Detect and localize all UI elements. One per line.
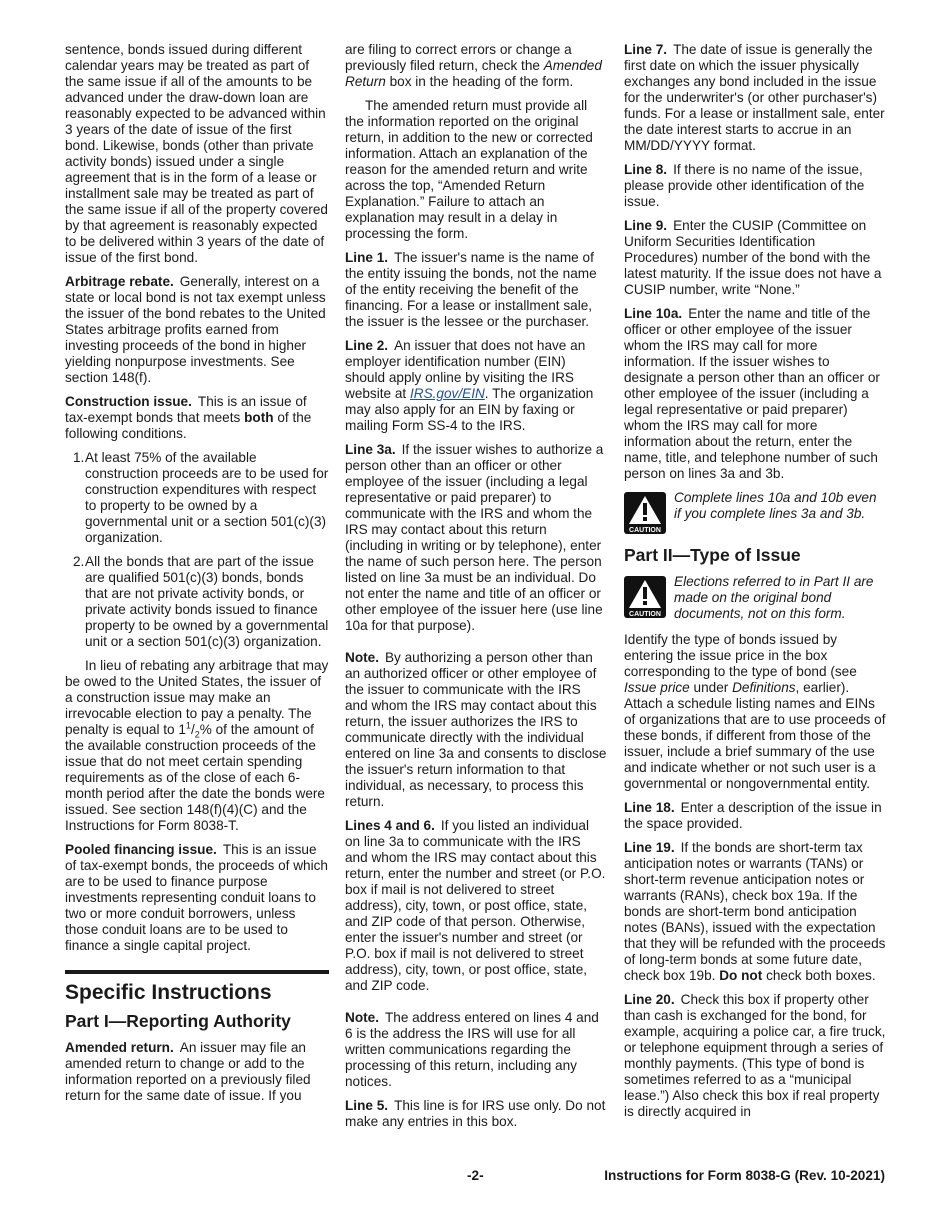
caution-text: Complete lines 10a and 10b even if you complete lines 3a and 3b. (674, 490, 877, 521)
list-item-text: All the bonds that are part of the issue are qualified 501(c)(3) bonds, bonds that are not private activity bonds, or private activity bonds issued to finance property to be owned by a governmental unit or a section 501(c)(3) organization. (85, 554, 329, 649)
line-2-text: An issuer that does not have an employer identification number (EIN) should apply online by visiting the IRS website at (345, 338, 586, 401)
term-note: Note. (345, 1010, 379, 1025)
term-lines-4-and-6: Lines 4 and 6. (345, 818, 435, 833)
paragraph-line-5 (345, 1098, 607, 1130)
caution-label: CAUTION (629, 611, 661, 618)
amended-cont-text-end: box in the heading of the form. (389, 74, 574, 89)
column-left (65, 42, 329, 1112)
line-19-text: If the bonds are short-term tax anticipation notes or warrants (TANs) or short-term revenue anticipation notes or warrants (RANs), check box 19a. If the bonds are short-term bond anticipation notes (BANs), issued with the expectation that they will be refunded with the proceeds of long-term bonds at some future date, check box 19b. (624, 840, 886, 983)
term-construction-issue: Construction issue. (65, 394, 192, 409)
term-line-20: Line 20. (624, 992, 675, 1007)
paragraph-line-19 (624, 840, 886, 984)
penalty-text: In lieu of rebating any arbitrage that may be owed to the United States, the issuer of a construction issue may make an irrevocable election to pay a penalty. The penalty is equal to 1 (65, 658, 329, 737)
construction-issue-text: This is an issue of tax-exempt bonds that meets (65, 394, 307, 425)
line-10a-text: Enter the name and title of the officer or other employee of the issuer whom the IRS may call for more information. If the issuer wishes to designate a person other than an officer or other employee of the issuer (including a legal representative or paid preparer) whom the IRS may call for more information about the return, enter the name, title, and telephone number of such person on lines 3a and 3b. (624, 306, 880, 481)
line-5-text: This line is for IRS use only. Do not make any entries in this box. (345, 1098, 606, 1129)
paragraph-amended-continuation (345, 42, 607, 90)
note-address-text: The address entered on lines 4 and 6 is the address the IRS will use for all written communications regarding the processing of this return, including any notices. (345, 1010, 599, 1089)
arbitrage-rebate-text: Generally, interest on a state or local bond is not tax exempt unless the issuer of the bond rebates to the United States arbitrage profits earned from investing proceeds of the bond in higher yielding nonpurpose investments. See section 148(f). (65, 274, 326, 385)
line-8-text: If there is no name of the issue, please provide other identification of the issue. (624, 162, 865, 209)
paragraph-line-2 (345, 338, 607, 434)
paragraph-line-8 (624, 162, 886, 210)
caution-note (624, 574, 886, 622)
list-item-text: At least 75% of the available construction proceeds are to be used for construction expenditures with respect to property to be owned by a governmental unit or a section 501(c)(3) organization. (85, 450, 329, 545)
identify-text-mid: under (693, 680, 729, 695)
term-line-1: Line 1. (345, 250, 389, 265)
list-number: 1. (73, 450, 85, 465)
heading-part-2: Part II—Type of Issue (624, 545, 801, 565)
identify-text-end: , earlier). Attach a schedule listing names and EINs of organizations that are to use proceeds of these bonds, if different from those of the issuer, include a brief summary of the use and indicate whether or not such user is a governmental or nongovernmental entity. (624, 680, 886, 791)
paragraph-amended-requirements: The amended return must provide all the information reported on the original return, in addition to the new or corrected information. Attach an explanation of the reason for the amended return and write across the top, “Amended Return Explanation.” Failure to attach an explanation may result in a delay in processing the form. (345, 98, 593, 241)
line-2-text-end: . The organization may also apply for an EIN by faxing or mailing Form SS-4 to the IRS. (345, 386, 594, 433)
identify-text: Identify the type of bonds issued by entering the issue price in the box corresponding to the type of bond (see (624, 632, 857, 679)
list-number: 2. (73, 554, 85, 569)
emphasis-do-not: Do not (719, 968, 763, 983)
line-7-text: The date of issue is generally the first date on which the issuer physically exchanges any bond included in the issue for the underwriter's (or other purchaser's) funds. For a lease or installment sale, enter the date interest starts to accrue in an MM/DD/YYYY format. (624, 42, 885, 153)
line-20-text: Check this box if property other than cash is exchanged for the bond, for example, acquiring a police car, a fire truck, or telephone equipment through a series of monthly payments. (This type of bond is sometimes referred to as a “municipal lease.”) Also check this box if real property is directly acquired in (624, 992, 886, 1119)
column-right (624, 42, 886, 1128)
paragraph-line-9 (624, 218, 886, 298)
penalty-text-end: % of the amount of the available construction proceeds of the issue that do not meet certain spending requirements as of the close of each 6-month period after the date the bonds were issued. See section 148(f)(4)(C) and the Instructions for Form 8038-T. (65, 722, 325, 833)
line-9-text: Enter the CUSIP (Committee on Uniform Securities Identification Procedures) number of the bond with the latest maturity. If the issue does not have a CUSIP number, write “None.” (624, 218, 882, 297)
paragraph-amended-return (65, 1040, 329, 1104)
section-divider (65, 970, 329, 974)
paragraph-line-7 (624, 42, 886, 154)
term-note: Note. (345, 650, 379, 665)
paragraph-lines-4-and-6 (345, 818, 607, 994)
pooled-financing-text: This is an issue of tax-exempt bonds, the proceeds of which are to be used to finance purpose investments representing conduit loans to two or more conduit borrowers, unless those conduit loans are to be used to finance a single capital project. (65, 842, 328, 953)
term-line-2: Line 2. (345, 338, 389, 353)
heading-part-1: Part I—Reporting Authority (65, 1011, 291, 1031)
term-line-5: Line 5. (345, 1098, 389, 1113)
caution-text: Elections referred to in Part II are made on the original bond documents, not on this form. (674, 574, 874, 621)
line-1-text: The issuer's name is the name of the entity issuing the bonds, not the name of the entity receiving the benefit of the financing. For a lease or installment sale, the issuer is the lessee or the purchaser. (345, 250, 597, 329)
paragraph-penalty: In lieu of rebating any arbitrage that may be owed to the United States, the issuer of a construction issue may make an irrevocable election to pay a penalty. The penalty is equal to $1^1/_2\%$ of the amount of the available construction proceeds of the issue that do not meet certain spending requirements as of the close of each 6-month period after the date the bonds were issued. See section 148(f)(4)(C) and the Instructions for Form 8038-T. (65, 658, 329, 833)
irs-ein-link[interactable]: IRS.gov/EIN (410, 386, 485, 401)
amended-cont-text: are filing to correct errors or change a previously filed return, check the (345, 42, 572, 73)
term-line-18: Line 18. (624, 800, 675, 815)
lines-4-and-6-text: If you listed an individual on line 3a to communicate with the IRS and whom the IRS may contact about this return, enter the number and street (or P.O. box if mail is not delivered to street address), city, town, or post office, state, and ZIP code of that person. Otherwise, enter the issuer's number and street (or P.O. box if mail is not delivered to street address), city, town, or post office, state, and ZIP code. (345, 818, 606, 993)
paragraph-note-authorization (345, 650, 607, 810)
paragraph-line-20 (624, 992, 886, 1120)
term-amended-return: Amended return. (65, 1040, 174, 1055)
term-line-19: Line 19. (624, 840, 675, 855)
emphasis-issue-price: Issue price (624, 680, 690, 695)
conditions-list (65, 450, 329, 650)
line-3a-text: If the issuer wishes to authorize a person other than an officer or other employee of the issuer (including a legal representative or paid preparer) to communicate with the IRS and whom the IRS may contact about this return (including in writing or by telephone), enter the name of such person here. The person listed on line 3a must be an individual. Do not enter the name and title of an officer or other employee of the issuer here (use line 10a for that purpose). (345, 442, 604, 633)
list-item (65, 554, 329, 650)
caution-icon (624, 492, 666, 534)
note-authorization-text: By authorizing a person other than an authorized officer or other employee of the issuer to communicate with the IRS and whom the IRS may contact about this return, the issuer authorizes the IRS to communicate directly with the individual entered on line 3a and consents to disclose the issuer's return information to that individual, as necessary, to process this return. (345, 650, 607, 809)
construction-issue-text-end: of the following conditions. (65, 410, 312, 441)
term-line-9: Line 9. (624, 218, 668, 233)
term-line-3a: Line 3a. (345, 442, 396, 457)
heading-specific-instructions: Specific Instructions (65, 981, 272, 1004)
line-19-text-end: check both boxes. (766, 968, 876, 983)
page-footer (65, 1168, 885, 1186)
term-line-7: Line 7. (624, 42, 668, 57)
footer-document-title: Instructions for Form 8038-G (Rev. 10-2021) (604, 1168, 885, 1183)
caution-label: CAUTION (629, 527, 661, 534)
emphasis-definitions: Definitions (732, 680, 796, 695)
fraction-numerator: 1 (185, 720, 191, 731)
paragraph-pooled-financing (65, 842, 329, 954)
emphasis-both: both (244, 410, 274, 425)
term-pooled-financing: Pooled financing issue. (65, 842, 217, 857)
emphasis-amended-return: Amended Return (345, 58, 602, 89)
fraction-denominator: 2 (194, 729, 200, 740)
paragraph-line-18 (624, 800, 886, 832)
term-line-10a: Line 10a. (624, 306, 683, 321)
paragraph-construction-issue (65, 394, 329, 442)
paragraph-arbitrage-rebate (65, 274, 329, 386)
paragraph-identify-type (624, 632, 886, 792)
term-line-8: Line 8. (624, 162, 668, 177)
paragraph-note-address (345, 1010, 607, 1090)
caution-note (624, 490, 886, 534)
term-arbitrage-rebate: Arbitrage rebate. (65, 274, 174, 289)
paragraph-line-1 (345, 250, 607, 330)
line-18-text: Enter a description of the issue in the space provided. (624, 800, 882, 831)
list-item (65, 450, 329, 546)
paragraph-line-3a (345, 442, 607, 634)
caution-icon (624, 576, 666, 618)
paragraph-line-10a (624, 306, 886, 482)
page-number: -2- (467, 1168, 484, 1183)
paragraph-continuation: sentence, bonds issued during different calendar years may be treated as part of the same issue if all of the amounts to be advanced under the draw-down loan are reasonably expected to be advanced within 3 years of the date of issue of the first bond. Likewise, bonds (other than private activity bonds) issued under a single agreement that is in the form of a lease or installment sale may be treated as part of the same issue if all of the property covered by that agreement is reasonably expected to be delivered within 3 years of the date of issue of the first bond. (65, 42, 328, 265)
column-middle (345, 42, 607, 1138)
amended-return-text: An issuer may file an amended return to change or add to the information reported on a previously filed return for the same date of issue. If you (65, 1040, 311, 1103)
